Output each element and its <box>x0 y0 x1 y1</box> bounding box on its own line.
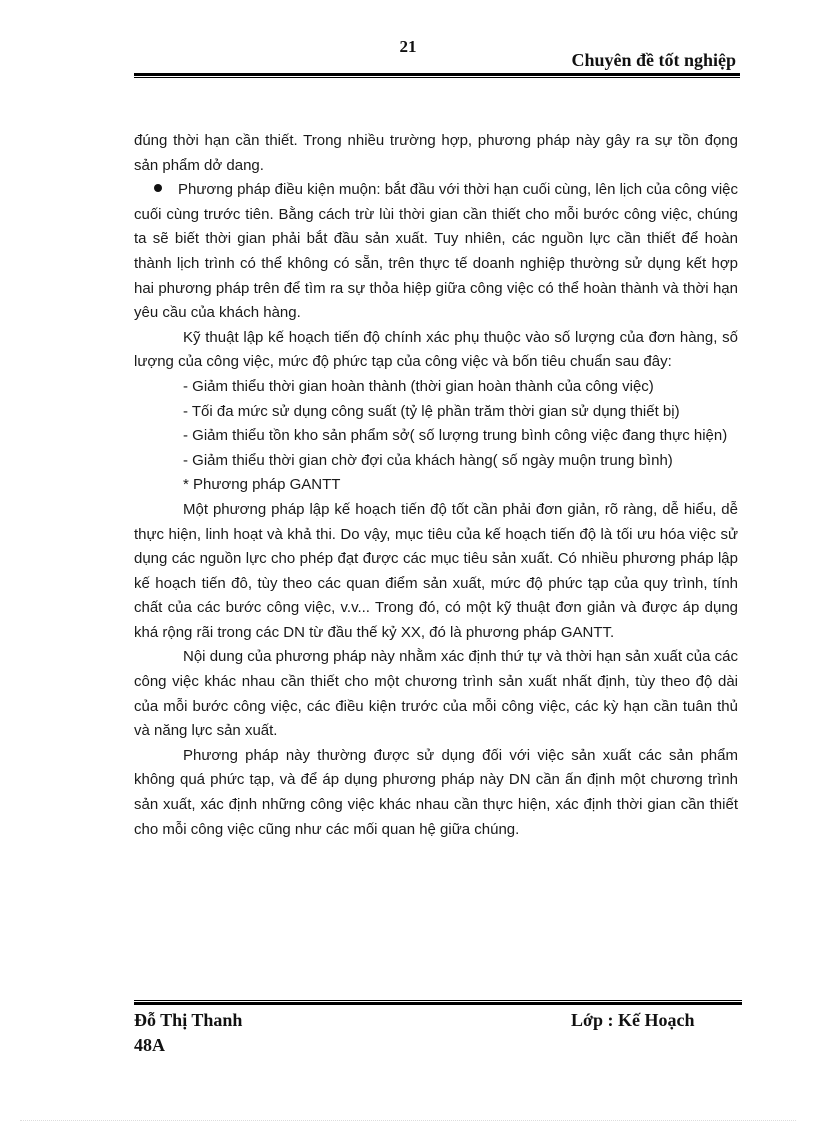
header-title: Chuyên đề tốt nghiệp <box>571 50 736 70</box>
page-bottom-edge <box>20 1120 796 1121</box>
bullet-text: Phương pháp điều kiện muộn: bắt đầu với thời hạn cuối cùng, lên lịch của công việc cuối cùng trước tiên. Bằng cách trừ lùi thời gian cần thiết cho mỗi bước công việc, chúng ta sẽ biết thời gian phải bắt đầu sản xuất. Tuy nhiên, các nguồn lực cần thiết để hoàn thành lịch trình có thể không có sẵn, trên thực tế doanh nghiệp thường sử dụng kết hợp hai phương pháp trên để tìm ra sự thỏa hiệp giữa công việc có thể hoàn thành và thời hạn yêu cầu của khách hàng. <box>134 181 738 322</box>
body-text <box>134 129 738 842</box>
author-class-code: 48A <box>134 1035 165 1055</box>
footer-class: Lớp : Kế Hoạch <box>571 1010 695 1030</box>
criterion-item: - Giảm thiểu thời gian hoàn thành (thời gian hoàn thành của công việc) <box>183 377 654 395</box>
paragraph-gantt-intro: Một phương pháp lập kế hoạch tiến độ tốt cần phải đơn giản, rõ ràng, dễ hiểu, dễ thực hiện, linh hoạt và khả thi. Do vậy, mục tiêu của kế hoạch tiến độ là tối ưu hóa việc sử dụng các nguồn lực cho phép đạt được các mục tiêu sản xuất. Có nhiều phương pháp lập kế hoạch tiến đô, tùy theo các quan điểm sản xuất, mức độ phức tạp của quy trình, tính chất của các bước công việc, v.v... Trong đó, có một kỹ thuật đơn giản và được áp dụng khá rộng rãi trong các DN từ đầu thế kỷ XX, đó là phương pháp GANTT. <box>134 500 738 641</box>
footer-rule <box>134 1000 742 1005</box>
paragraph-continuation: đúng thời hạn cần thiết. Trong nhiều trường hợp, phương pháp này gây ra sự tồn đọng sản phẩm dở dang. <box>134 132 738 174</box>
footer-author <box>134 1008 242 1058</box>
paragraph-gantt-content: Nội dung của phương pháp này nhằm xác định thứ tự và thời hạn sản xuất của các công việc khác nhau cần thiết cho một chương trình sản xuất nhất định, tùy theo độ dài của mỗi bước công việc, các điều kiện trước của mỗi công việc, các kỳ hạn cần tuân thủ và năng lực sản xuất. <box>134 648 738 740</box>
criterion-item: - Giảm thiểu tồn kho sản phẩm sở( số lượng trung bình công việc đang thực hiện) <box>183 427 728 445</box>
criterion-item: - Giảm thiểu thời gian chờ đợi của khách hàng( số ngày muộn trung bình) <box>183 451 673 469</box>
bullet-paragraph <box>134 178 738 326</box>
bullet-icon <box>154 184 162 192</box>
header-rule <box>134 73 740 78</box>
page-number: 21 <box>399 37 417 56</box>
section-heading: * Phương pháp GANTT <box>183 476 341 494</box>
paragraph-criteria-intro: Kỹ thuật lập kế hoạch tiến độ chính xác phụ thuộc vào số lượng của đơn hàng, số lượng của công việc, mức độ phức tạp của công việc và bốn tiêu chuẩn sau đây: <box>134 328 738 371</box>
paragraph-gantt-usage: Phương pháp này thường được sử dụng đối với việc sản xuất các sản phẩm không quá phức tạp, và để áp dụng phương pháp này DN cần ấn định một chương trình sản xuất, xác định những công việc khác nhau cần thực hiện, xác định thời gian cần thiết cho mỗi công việc cũng như các mối quan hệ giữa chúng. <box>134 746 738 838</box>
criterion-item: - Tối đa mức sử dụng công suất (tỷ lệ phần trăm thời gian sử dụng thiết bị) <box>183 402 680 420</box>
author-name: Đỗ Thị Thanh <box>134 1010 243 1030</box>
